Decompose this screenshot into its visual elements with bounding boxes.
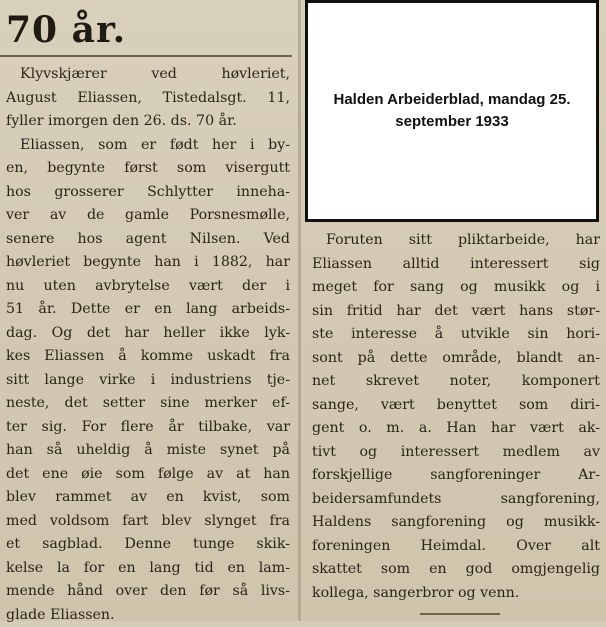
text-line: ter sig. For flere år tilbake, var	[6, 416, 290, 440]
text-line: kollega, sangerbror og venn.	[312, 582, 600, 606]
text-line: Klyvskjærer ved høvleriet,	[6, 63, 290, 87]
text-line: net skrevet noter, komponert	[312, 370, 600, 394]
text-line: dag. Og det har heller ikke lyk-	[6, 322, 290, 346]
text-line: ver av de gamle Porsnesmølle,	[6, 204, 290, 228]
text-line: hos grosserer Schlytter inneha-	[6, 181, 290, 205]
text-line: sont på dette område, blandt an-	[312, 347, 600, 371]
text-line: han så uheldig å miste synet på	[6, 439, 290, 463]
text-line: glade Eliassen.	[6, 604, 290, 627]
article-body-right	[312, 229, 600, 605]
text-line: August Eliassen, Tistedalsgt. 11,	[6, 87, 290, 111]
text-line: meget for sang og musikk og i	[312, 276, 600, 300]
text-line: sin fritid har det vært hans stør-	[312, 300, 600, 324]
text-line: det ene øie som følge av at han	[6, 463, 290, 487]
article-body-left	[6, 63, 290, 627]
text-line: tivt og interessert medlem av	[312, 441, 600, 465]
column-divider	[298, 0, 301, 621]
caption-box	[305, 0, 599, 222]
text-line: Haldens sangforening og musikk-	[312, 511, 600, 535]
text-line: sitt lange virke i industriens tje-	[6, 369, 290, 393]
closing-rule	[420, 613, 500, 615]
text-line: høvleriet begynte han i 1882, har	[6, 251, 290, 275]
text-line: fyller imorgen den 26. ds. 70 år.	[6, 110, 290, 134]
caption-text: Halden Arbeiderblad, mandag 25. september 1933	[322, 89, 582, 133]
text-line: skattet som en god omgjengelig	[312, 558, 600, 582]
text-line: Foruten sitt pliktarbeide, har	[312, 229, 600, 253]
text-line: blev rammet av en kvist, som	[6, 486, 290, 510]
text-line: senere hos agent Nilsen. Ved	[6, 228, 290, 252]
text-line: mende hånd over den før så livs-	[6, 580, 290, 604]
headline-rule	[0, 55, 292, 57]
text-line: Eliassen alltid interessert sig	[312, 253, 600, 277]
text-line: kes Eliassen å komme uskadt fra	[6, 345, 290, 369]
text-line: foreningen Heimdal. Over alt	[312, 535, 600, 559]
text-line: med voldsom fart blev slynget fra	[6, 510, 290, 534]
article-headline: 70 år.	[6, 8, 126, 52]
text-line: kelse la for en lang tid en lam-	[6, 557, 290, 581]
text-line: sange, vært benyttet som diri-	[312, 394, 600, 418]
text-line: beidersamfundets sangforening,	[312, 488, 600, 512]
text-line: forskjellige sangforeninger Ar-	[312, 464, 600, 488]
text-line: en, begynte først som visergutt	[6, 157, 290, 181]
text-line: ste interesse å utvikle sin hori-	[312, 323, 600, 347]
text-line: et sagblad. Denne tunge skik-	[6, 533, 290, 557]
text-line: nu uten avbrytelse vært der i	[6, 275, 290, 299]
text-line: Eliassen, som er født her i by-	[6, 134, 290, 158]
text-line: neste, det setter sine merker ef-	[6, 392, 290, 416]
text-line: 51 år. Dette er en lang arbeids-	[6, 298, 290, 322]
text-line: gent o. m. a. Han har vært ak-	[312, 417, 600, 441]
